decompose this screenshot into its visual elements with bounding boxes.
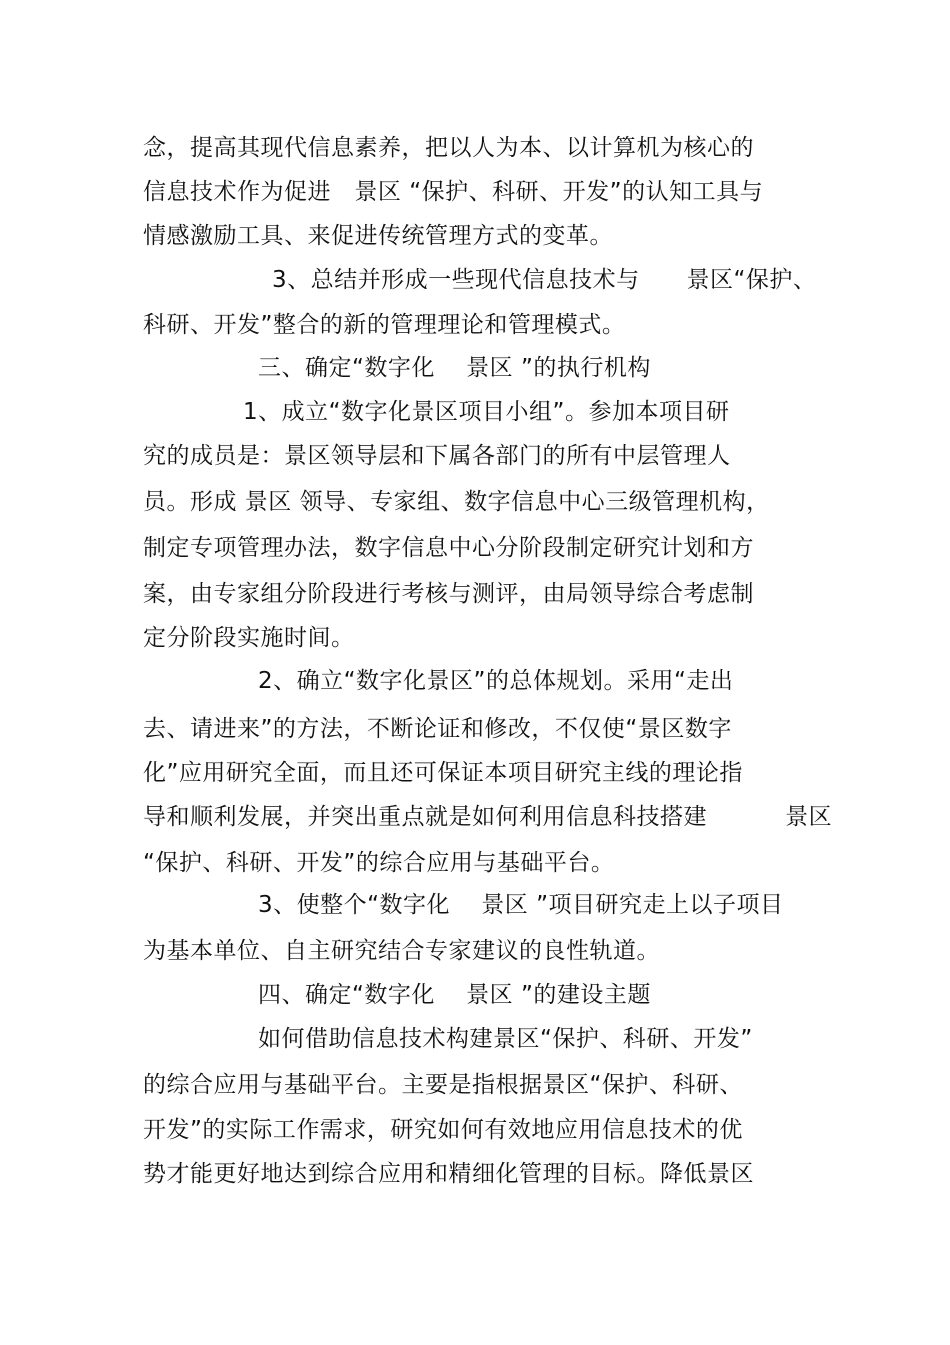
section-heading: 四、确定“数字化 景区 ”的建设主题	[258, 982, 651, 1008]
text-line: 究的成员是：景区领导层和下属各部门的所有中层管理人	[143, 443, 731, 469]
text-line: 2、确立“数字化景区”的总体规划。采用“走出	[258, 668, 734, 694]
text-line: 开发”的实际工作需求，研究如何有效地应用信息技术的优	[143, 1117, 743, 1143]
text-line: 为基本单位、自主研究结合专家建议的良性轨道。	[143, 938, 660, 964]
text-line: 3、总结并形成一些现代信息技术与 景区“保护、	[272, 267, 817, 293]
text-line: 案，由专家组分阶段进行考核与测评，由局领导综合考虑制	[143, 581, 754, 607]
text-line: 念，提高其现代信息素养，把以人为本、以计算机为核心的	[143, 135, 754, 161]
text-line: 导和顺利发展，并突出重点就是如何利用信息科技搭建 景区	[143, 804, 833, 830]
text-line: 的综合应用与基础平台。主要是指根据景区“保护、科研、	[143, 1072, 743, 1098]
text-line: 去、请进来”的方法，不断论证和修改，不仅使“景区数字	[143, 716, 732, 742]
text-line: 员。形成 景区 领导、专家组、数字信息中心三级管理机构，	[143, 489, 770, 515]
text-line: 化”应用研究全面，而且还可保证本项目研究主线的理论指	[143, 760, 743, 786]
text-line: 如何借助信息技术构建景区“保护、科研、开发”	[258, 1026, 753, 1052]
text-line: 3、使整个“数字化 景区 ”项目研究走上以子项目	[258, 892, 784, 918]
text-line: “保护、科研、开发”的综合应用与基础平台。	[143, 850, 615, 876]
text-line: 制定专项管理办法，数字信息中心分阶段制定研究计划和方	[143, 535, 754, 561]
section-heading: 三、确定“数字化 景区 ”的执行机构	[258, 355, 651, 381]
text-line: 情感激励工具、来促进传统管理方式的变革。	[143, 223, 613, 249]
text-line: 科研、开发”整合的新的管理理论和管理模式。	[143, 312, 626, 338]
text-line: 势才能更好地达到综合应用和精细化管理的目标。降低景区	[143, 1161, 754, 1187]
text-line: 信息技术作为促进 景区 “保护、科研、开发”的认知工具与	[143, 179, 764, 205]
text-line: 1、成立“数字化景区项目小组”。参加本项目研	[243, 399, 730, 425]
text-line: 定分阶段实施时间。	[143, 625, 355, 651]
